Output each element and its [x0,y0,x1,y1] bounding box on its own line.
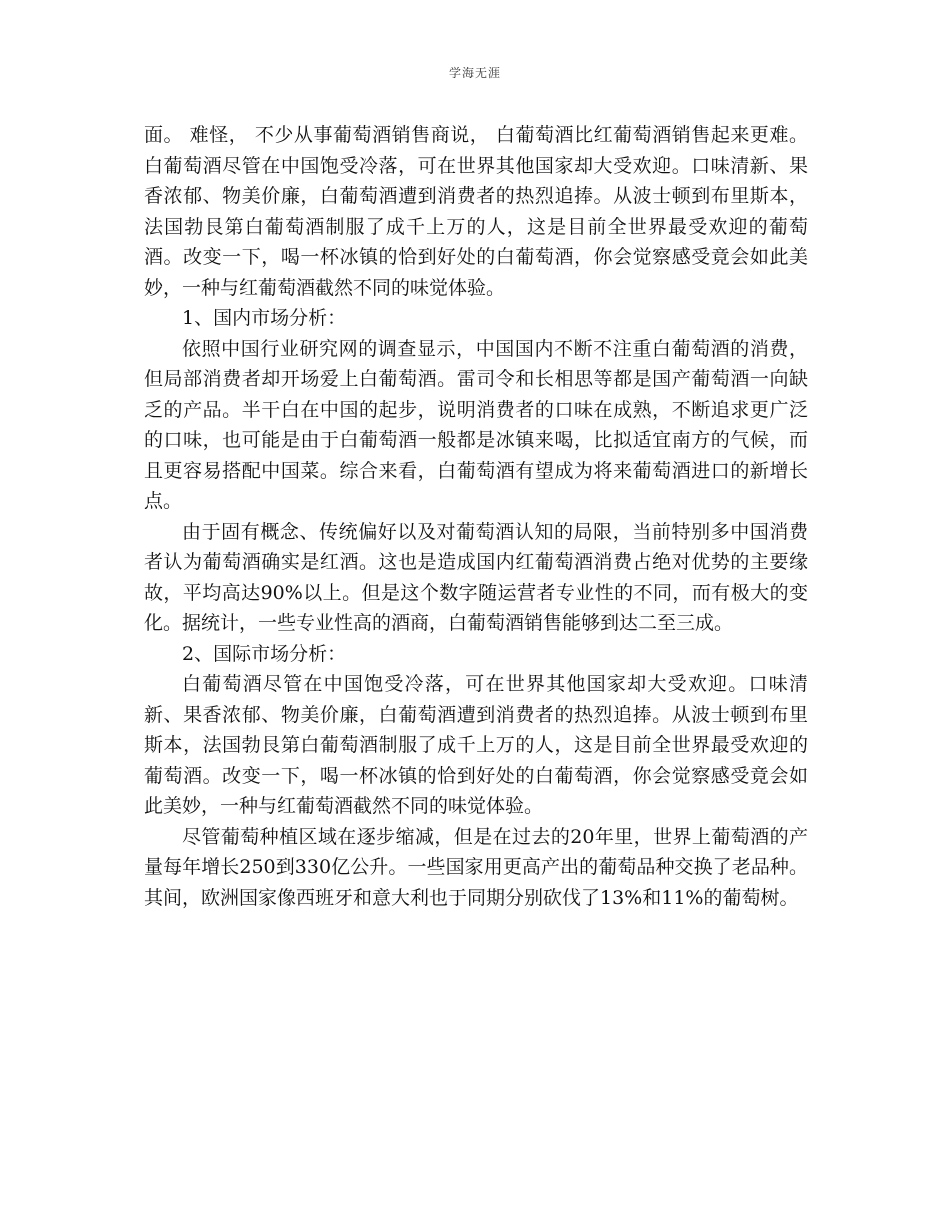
document-body [144,120,808,913]
paragraph-international-popularity: 白葡萄酒尽管在中国饱受冷落，可在世界其他国家却大受欢迎。口味清新、果香浓郁、物美价廉，白葡萄酒遭到消费者的热烈追捧。从波士顿到布里斯本，法国勃艮第白葡萄酒制服了成千上万的人，这是目前全世界最受欢迎的葡萄酒。改变一下，喝一杯冰镇的恰到好处的白葡萄酒，你会觉察感受竟会如此美妙，一种与红葡萄酒截然不同的味觉体验。 [144,673,808,817]
page-header: 学海无涯 [448,66,501,80]
paragraph-international-production: 尽管葡萄种植区域在逐步缩减，但是在过去的20年里，世界上葡萄酒的产量每年增长250到330亿公升。一些国家用更高产出的葡萄品种交换了老品种。其间，欧洲国家像西班牙和意大利也于同期分别砍伐了13%和11%的葡萄树。 [144,825,808,909]
section-heading-domestic-market: 1、国内市场分析： [182,307,347,329]
paragraph-domestic-survey: 依照中国行业研究网的调查显示，中国国内不断不注重白葡萄酒的消费，但局部消费者却开场爱上白葡萄酒。雷司令和长相思等都是国产葡萄酒一向缺乏的产品。半干白在中国的起步，说明消费者的口味在成熟，不断追求更广泛的口味，也可能是由于白葡萄酒一般都是冰镇来喝，比拟适宜南方的气候，而且更容易搭配中国菜。综合来看，白葡萄酒有望成为将来葡萄酒进口的新增长点。 [144,337,808,512]
paragraph-domestic-consumers: 由于固有概念、传统偏好以及对葡萄酒认知的局限，当前特别多中国消费者认为葡萄酒确实是红酒。这也是造成国内红葡萄酒消费占绝对优势的主要缘故，平均高达90%以上。但是这个数字随运营者专业性的不同，而有极大的变化。据统计，一些专业性高的酒商，白葡萄酒销售能够到达二至三成。 [144,520,808,634]
paragraph-continued-intro: 面。 难怪， 不少从事葡萄酒销售商说， 白葡萄酒比红葡萄酒销售起来更难。白葡萄酒尽管在中国饱受冷落，可在世界其他国家却大受欢迎。口味清新、果香浓郁、物美价廉，白葡萄酒遭到消费者的热烈追捧。从波士顿到布里斯本，法国勃艮第白葡萄酒制服了成千上万的人，这是目前全世界最受欢迎的葡萄酒。改变一下，喝一杯冰镇的恰到好处的白葡萄酒，你会觉察感受竟会如此美妙，一种与红葡萄酒截然不同的味觉体验。 [144,124,808,299]
section-heading-international-market: 2、国际市场分析： [182,642,347,665]
